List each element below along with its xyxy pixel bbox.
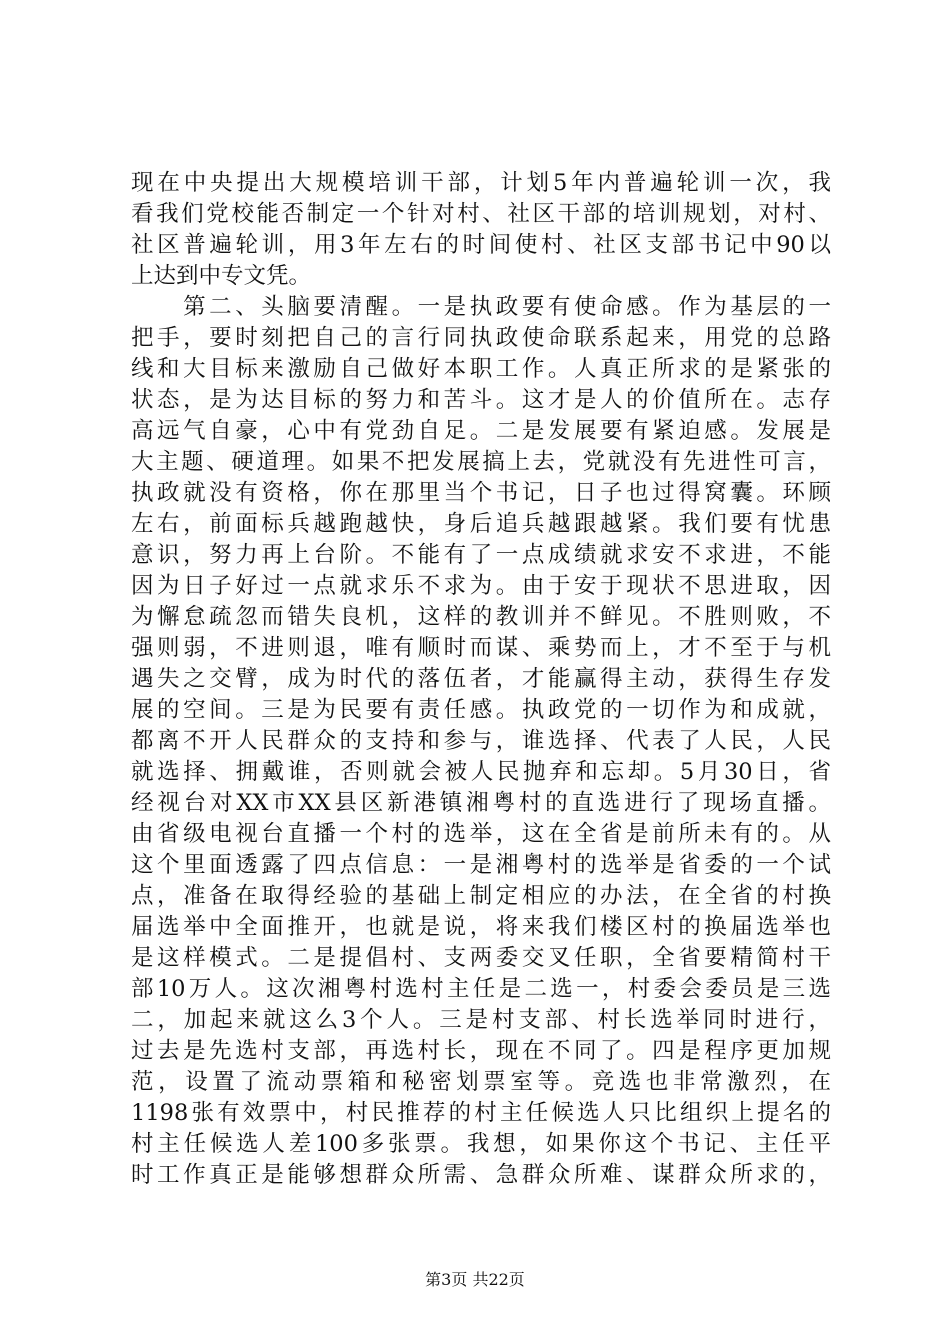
text-line: 点，准备在取得经验的基础上制定相应的办法，在全省的村换 — [131, 883, 831, 909]
text-line: 上达到中专文凭。 — [131, 263, 312, 289]
text-line: 为懈怠疏忽而错失良机，这样的教训并不鲜见。不胜则败，不 — [131, 604, 831, 630]
text-line: 社区普遍轮训，用3年左右的时间使村、社区支部书记中90以 — [131, 232, 831, 258]
text-line: 村主任候选人差100多张票。我想，如果你这个书记、主任平 — [131, 1131, 831, 1157]
text-line: 第二、头脑要清醒。一是执政要有使命感。作为基层的一 — [131, 294, 831, 320]
text-line: 就选择、拥戴谁，否则就会被人民抛弃和忘却。5月30日，省 — [131, 759, 831, 785]
text-line: 范，设置了流动票箱和秘密划票室等。竞选也非常激烈，在 — [131, 1069, 831, 1095]
text-line: 现在中央提出大规模培训干部，计划5年内普遍轮训一次，我 — [131, 170, 831, 196]
text-line: 是这样模式。二是提倡村、支两委交叉任职，全省要精简村干 — [131, 945, 831, 971]
text-line: 经视台对XX市XX县区新港镇湘粤村的直选进行了现场直播。 — [131, 790, 831, 816]
text-line: 状态，是为达目标的努力和苦斗。这才是人的价值所在。志存 — [131, 387, 831, 413]
text-line: 展的空间。三是为民要有责任感。执政党的一切作为和成就， — [131, 697, 831, 723]
text-line: 看我们党校能否制定一个针对村、社区干部的培训规划，对村、 — [131, 201, 831, 227]
text-line: 这个里面透露了四点信息：一是湘粤村的选举是省委的一个试 — [131, 852, 831, 878]
text-line: 部10万人。这次湘粤村选村主任是二选一，村委会委员是三选 — [131, 976, 831, 1002]
text-line: 把手，要时刻把自己的言行同执政使命联系起来，用党的总路 — [131, 325, 831, 351]
text-line: 左右，前面标兵越跑越快，身后追兵越跟越紧。我们要有忧患 — [131, 511, 831, 537]
page-footer: 第3页 共22页 — [425, 1270, 525, 1289]
text-line: 大主题、硬道理。如果不把发展搞上去，党就没有先进性可言， — [131, 449, 831, 475]
text-line: 执政就没有资格，你在那里当个书记，日子也过得窝囊。环顾 — [131, 480, 831, 506]
text-line: 届选举中全面推开，也就是说，将来我们楼区村的换届选举也 — [131, 914, 831, 940]
text-line: 1198张有效票中，村民推荐的村主任候选人只比组织上提名的 — [131, 1100, 831, 1126]
text-line: 都离不开人民群众的支持和参与，谁选择、代表了人民，人民 — [131, 728, 831, 754]
text-line: 因为日子好过一点就求乐不求为。由于安于现状不思进取，因 — [131, 573, 831, 599]
text-line: 强则弱，不进则退，唯有顺时而谋、乘势而上，才不至于与机 — [131, 635, 831, 661]
body-text — [131, 168, 831, 1191]
text-line: 时工作真正是能够想群众所需、急群众所难、谋群众所求的， — [131, 1162, 831, 1188]
text-line: 由省级电视台直播一个村的选举，这在全省是前所未有的。从 — [131, 821, 831, 847]
text-line: 过去是先选村支部，再选村长，现在不同了。四是程序更加规 — [131, 1038, 831, 1064]
text-line: 意识，努力再上台阶。不能有了一点成绩就求安不求进，不能 — [131, 542, 831, 568]
text-line: 高远气自豪，心中有党劲自足。二是发展要有紧迫感。发展是 — [131, 418, 831, 444]
text-line: 遇失之交臂，成为时代的落伍者，才能赢得主动，获得生存发 — [131, 666, 831, 692]
text-line: 线和大目标来激励自己做好本职工作。人真正所求的是紧张的 — [131, 356, 831, 382]
text-line: 二，加起来就这么3个人。三是村支部、村长选举同时进行， — [131, 1007, 831, 1033]
